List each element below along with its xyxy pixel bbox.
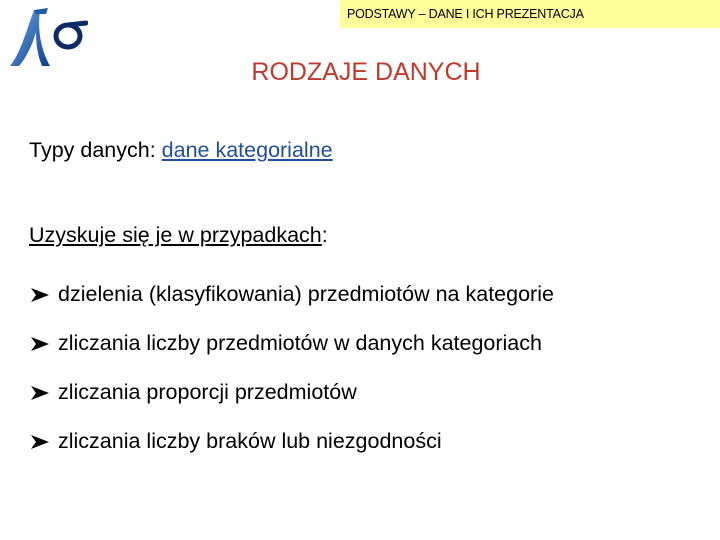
bullet-text: zliczania liczby przedmiotów w danych kategoriach	[58, 331, 542, 355]
arrow-bullet-icon	[29, 333, 55, 355]
arrow-bullet-icon	[29, 431, 55, 453]
data-types-line	[29, 138, 333, 163]
arrow-bullet-icon	[29, 382, 55, 404]
slide-title: RODZAJE DANYCH	[251, 58, 481, 86]
arrow-bullet-icon	[29, 284, 55, 306]
bullet-text: zliczania liczby braków lub niezgodności	[58, 429, 442, 453]
data-types-value: dane kategorialne	[161, 138, 333, 162]
bullet-list	[29, 270, 554, 466]
list-item	[29, 319, 554, 368]
data-types-label: Typy danych:	[29, 138, 156, 162]
obtained-colon: :	[321, 223, 328, 247]
list-item	[29, 368, 554, 417]
header-topic: PODSTAWY – DANE I ICH PREZENTACJA	[347, 7, 584, 21]
obtained-label: Uzyskuje się je w przypadkach	[29, 223, 322, 247]
bullet-text: dzielenia (klasyfikowania) przedmiotów na kategorie	[58, 282, 554, 306]
list-item	[29, 270, 554, 319]
list-item	[29, 417, 554, 466]
obtained-line	[29, 223, 328, 248]
bullet-text: zliczania proporcji przedmiotów	[58, 380, 357, 404]
header-topic-box	[340, 0, 720, 28]
